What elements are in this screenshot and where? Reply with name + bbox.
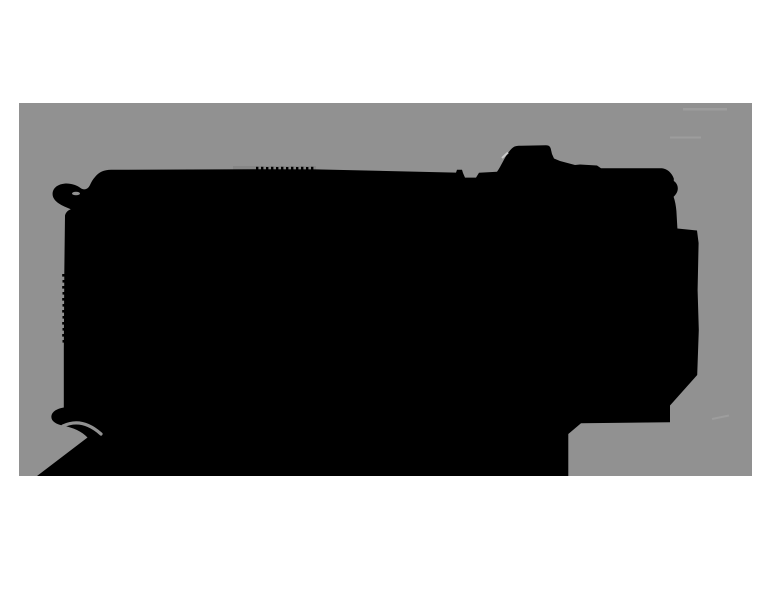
shadow-streak [233, 166, 316, 170]
scratch-streak-2 [670, 137, 701, 139]
strap-lug-hole [72, 192, 80, 196]
scratch-streak-1 [683, 108, 727, 111]
